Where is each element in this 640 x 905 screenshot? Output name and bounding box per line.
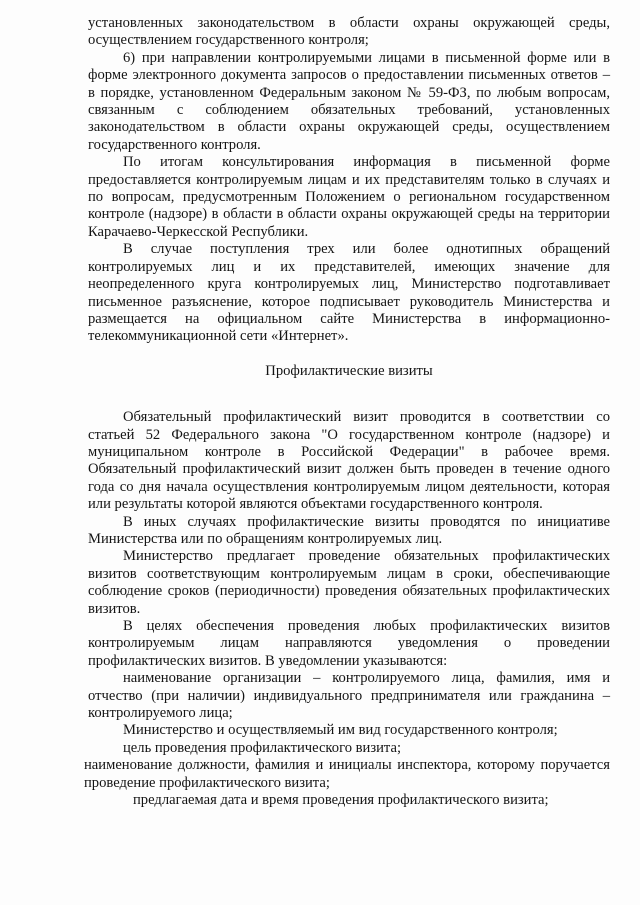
paragraph-12: наименование должности, фамилия и инициалы инспектора, которому поручается проведение профилактического визита; bbox=[84, 757, 610, 791]
paragraph-7: Министерство предлагает проведение обязательных профилактических визитов соответствующим контролируемым лицам в сроки, обеспечивающие соблюдение сроков (периодичности) проведения обязательных профилактических визитов. bbox=[88, 548, 610, 617]
paragraph-4: В случае поступления трех или более однотипных обращений контролируемых лиц и их представителей, имеющих значение для неопределенного круга контролируемых лиц, Министерство подготавливает письменное разъяснение, которое подписывает руководитель Министерства и размещается на официальном сайте Министерства в информационно-телекоммуникационной сети «Интернет». bbox=[88, 241, 610, 345]
paragraph-3: По итогам консультирования информация в письменной форме предоставляется контролируемым лицам и их представителям только в случаях и по вопросам, предусмотренным Положением о региональном государственном контроле (надзоре) в области в области охраны окружающей среды на территории Карачаево-Черкесской Республики. bbox=[88, 154, 610, 240]
paragraph-6: В иных случаях профилактические визиты проводятся по инициативе Министерства или по обращениям контролируемых лиц. bbox=[88, 513, 610, 547]
paragraph-9: наименование организации – контролируемого лица, фамилия, имя и отчество (при наличии) индивидуального предпринимателя или гражданина – контролируемого лица; bbox=[88, 670, 610, 722]
paragraph-13: предлагаемая дата и время проведения профилактического визита; bbox=[133, 792, 549, 809]
document-body bbox=[84, 15, 610, 809]
section-title: Профилактические визиты bbox=[265, 362, 433, 379]
paragraph-2: 6) при направлении контролируемыми лицами в письменной форме или в форме электронного документа запросов о предоставлении письменных ответов – в порядке, установленном Федеральным законом № 59-ФЗ, по любым вопросам, связанным с соблюдением обязательных требований, установленных законодательством в области охраны окружающей среды, осуществлением государственного контроля. bbox=[88, 49, 610, 153]
paragraph-8: В целях обеспечения проведения любых профилактических визитов контролируемым лицам направляются уведомления о проведении профилактических визитов. В уведомлении указываются: bbox=[88, 618, 610, 669]
paragraph-10: Министерство и осуществляемый им вид государственного контроля; bbox=[123, 722, 558, 739]
paragraph-11: цель проведения профилактического визита; bbox=[123, 739, 402, 756]
paragraph-5: Обязательный профилактический визит проводится в соответствии со статьей 52 Федерального закона "О государственном контроле (надзоре) и муниципальном контроле в Российской Федерации" в рабочее время. Обязательный профилактический визит должен быть проведен в течение одного года со дня начала осуществления контролируемым лицом деятельности, которая или результаты которой являются объектами государственного контроля. bbox=[88, 409, 610, 513]
paragraph-1: установленных законодательством в области охраны окружающей среды, осуществлением государственного контроля; bbox=[88, 15, 610, 49]
